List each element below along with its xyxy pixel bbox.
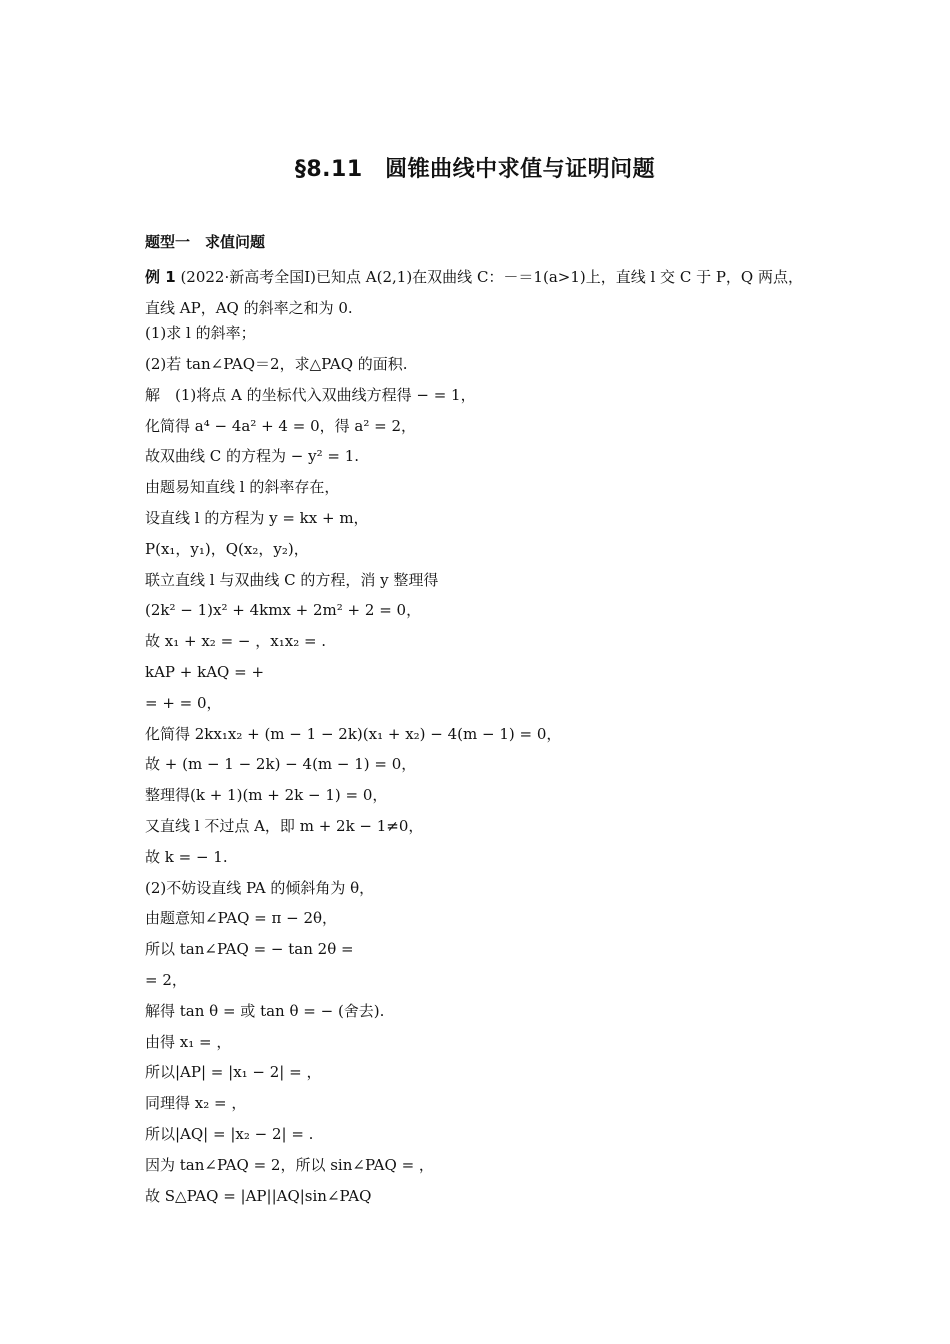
example-label: 例 1 <box>145 268 176 286</box>
example-statement <box>145 262 810 323</box>
text-line: 故 k = − 1. <box>145 847 228 866</box>
text-line: 所以|AQ| = |x₂ − 2| = . <box>145 1124 314 1143</box>
text-line: (1)求 l 的斜率； <box>145 324 256 343</box>
text-line: = 2， <box>145 970 187 989</box>
text-line: 因为 tan∠PAQ = 2，所以 sin∠PAQ = ， <box>145 1155 434 1174</box>
text-line: 化简得 a⁴ − 4a² + 4 = 0，得 a² = 2， <box>145 416 416 435</box>
text-line: 故双曲线 C 的方程为 − y² = 1. <box>145 447 360 466</box>
text-line: 故 x₁ + x₂ = − ，x₁x₂ = . <box>145 632 327 651</box>
text-line: 由题意知∠PAQ = π − 2θ， <box>145 909 338 928</box>
page-title: §8.11 圆锥曲线中求值与证明问题 <box>294 157 656 182</box>
text-line: P(x₁，y₁)，Q(x₂，y₂)， <box>145 539 309 558</box>
text-line: = + = 0， <box>145 693 222 712</box>
text-line: 整理得(k + 1)(m + 2k − 1) = 0， <box>145 786 388 805</box>
text-line: 所以|AP| = |x₁ − 2| = ， <box>145 1063 322 1082</box>
text-line: 由得 x₁ = ， <box>145 1032 232 1051</box>
text-line: (2)若 tan∠PAQ＝2，求△PAQ 的面积. <box>145 354 408 373</box>
text-line: 所以 tan∠PAQ = − tan 2θ = <box>145 940 354 959</box>
text-line: 设直线 l 的方程为 y = kx + m， <box>145 508 369 527</box>
text-line: 又直线 l 不过点 A，即 m + 2k − 1≠0， <box>145 816 424 835</box>
text-line: 同理得 x₂ = ， <box>145 1094 247 1113</box>
text-line: 化简得 2kx₁x₂ + (m − 1 − 2k)(x₁ + x₂) − 4(m − 1) = 0， <box>145 724 562 743</box>
example-text: (2022·新高考全国Ⅰ)已知点 A(2,1)在双曲线 C：－＝1(a>1)上，直线 l 交 C 于 P，Q 两点，直线 AP，AQ 的斜率之和为 0. <box>145 268 803 317</box>
section-heading: 题型一 求值问题 <box>145 233 266 251</box>
text-line: 解 (1)将点 A 的坐标代入双曲线方程得 − = 1， <box>145 385 476 404</box>
solution-body <box>145 262 810 1216</box>
text-line: 故 + (m − 1 − 2k) − 4(m − 1) = 0， <box>145 755 417 774</box>
text-line: kAP + kAQ = + <box>145 662 265 681</box>
text-line: (2k² − 1)x² + 4kmx + 2m² + 2 = 0， <box>145 601 422 620</box>
text-line: (2)不妨设直线 PA 的倾斜角为 θ， <box>145 878 375 897</box>
text-line: 故 S△PAQ = |AP||AQ|sin∠PAQ <box>145 1186 372 1205</box>
text-line: 解得 tan θ = 或 tan θ = − (舍去). <box>145 1001 385 1020</box>
text-line: 联立直线 l 与双曲线 C 的方程，消 y 整理得 <box>145 570 439 589</box>
text-line: 由题易知直线 l 的斜率存在， <box>145 478 340 497</box>
